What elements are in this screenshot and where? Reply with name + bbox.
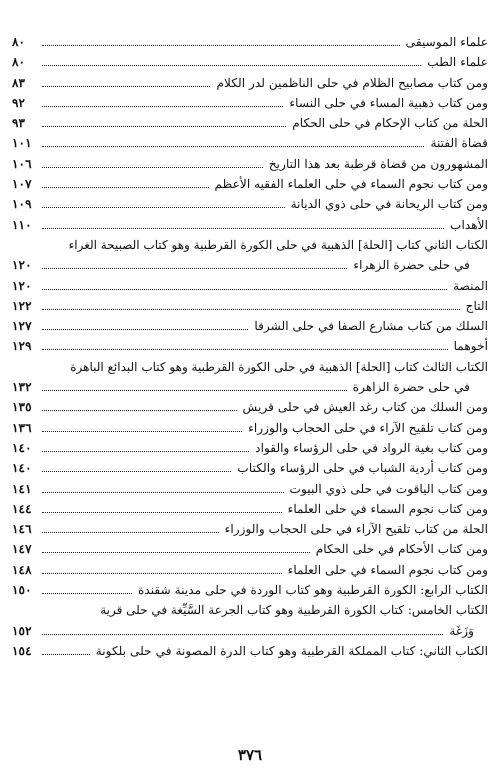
toc-entry [12,479,488,499]
toc-entry [12,133,488,153]
toc-entry [12,621,488,641]
toc-entry-title: الحلة من كتاب الإحكام في حلى الحكام [292,116,488,131]
toc-entry-title: ومن كتاب ذهبية المساء في حلى النساء [289,95,488,110]
toc-entry-title: علماء الطب [427,55,488,70]
dot-leader [42,308,460,310]
toc-entry-title: ومن كتاب مصابيح الظلام في حلى الناظمين لدر الكلام [216,75,488,90]
toc-entry [12,276,488,296]
dot-leader [42,227,444,229]
toc-entry-page: ١٢٢ [12,298,32,313]
toc-entry-page: ٨٠ [12,55,26,70]
toc-entry-page: ٨٣ [12,75,26,90]
toc-entry-title: المشهورون من قضاة قرطبة بعد هذا التاريخ [268,156,488,171]
toc-entry-page: ١٠١ [12,136,32,151]
dot-leader [42,44,400,46]
toc-entry-page: ٩٣ [12,116,26,131]
toc-entry-title: ومن كتاب تلقيح الآراء في حلى الحجاب والوزراء [248,420,488,435]
dot-leader [42,409,237,411]
toc-entry-page: ١٢٩ [12,339,32,354]
toc-entry-title: ومن كتاب نجوم السماء في حلى العلماء الفقيه الأعظم [214,177,488,192]
toc-entry [12,316,488,336]
toc-entry-title: في حلى حضرة الزاهرة [352,380,470,395]
toc-entry-page: ١٢٠ [12,258,32,273]
toc-entry-title: ومن كتاب الياقوت في حلى ذوي البيوت [289,481,488,496]
dot-leader [42,572,282,574]
toc-entry-page: ١٤٧ [12,542,32,557]
toc-entry [12,458,488,478]
dot-leader [42,450,249,452]
dot-leader [42,64,421,66]
toc-entry-title: ومن السلك من كتاب رغد العيش في حلى قريش [242,400,488,415]
toc-entry [12,194,488,214]
toc-entry [12,336,488,356]
toc-entry-title: ومن كتاب نجوم السماء في حلى العلماء [287,562,488,577]
toc-entry-title: المنصة [453,278,488,293]
toc-entry-page: ١٢٠ [12,278,32,293]
dot-leader [42,288,447,290]
toc-entry [12,296,488,316]
dot-leader [42,551,310,553]
toc-entry [12,154,488,174]
toc-entry [12,641,488,661]
toc-entry-page: ١٤٨ [12,562,32,577]
dot-leader [42,166,263,168]
toc-entry-title: الكتاب الرابع: الكورة القرطبية وهو كتاب الوردة في حلى مدينة شقندة [137,583,488,598]
toc-entry-page: ١٢٧ [12,319,32,334]
toc-entry-page: ١٤٦ [12,522,32,537]
table-of-contents [12,32,488,661]
dot-leader [42,633,443,635]
toc-entry [12,113,488,133]
page-number: ٣٧٦ [237,746,263,764]
toc-entry-page: ١٥٠ [12,583,32,598]
toc-entry [12,174,488,194]
toc-entry-page: ١٥٢ [12,623,32,638]
toc-entry-page: ١٤٠ [12,440,32,455]
toc-entry-page: ٨٠ [12,35,26,49]
toc-entry-page: ١٣٢ [12,380,32,395]
toc-entry-title: الكتاب الثاني كتاب [الحلة] الذهبية في حلى الكورة القرطبية وهو كتاب الصبيحة الغراء [68,237,488,252]
toc-entry-page: ٩٢ [12,95,26,110]
toc-entry-title: وَزَغَة [449,623,474,638]
toc-entry [12,560,488,580]
toc-entry-page: ١٤١ [12,481,32,496]
dot-leader [42,491,284,493]
dot-leader [42,105,283,107]
toc-entry-page: ١٤٠ [12,461,32,476]
toc-entry-title: الحلة من كتاب تلقيح الآراء في حلى الحجاب والوزراء [224,522,488,537]
dot-leader [42,206,285,208]
toc-entry-title: ومن كتاب أردية الشباب في حلى الرؤساء والكتاب [237,461,488,476]
dot-leader [42,389,347,391]
toc-entry [12,397,488,417]
toc-entry [12,93,488,113]
toc-entry [12,418,488,438]
toc-entry-page: ١٠٧ [12,177,32,192]
dot-leader [42,531,219,533]
toc-entry-title: الكتاب الخامس: كتاب الكورة القرطبية وهو كتاب الجرعة السَّيِّغة في حلى قرية [100,603,488,618]
toc-entry [12,73,488,93]
toc-entry-page: ١٣٦ [12,420,32,435]
toc-entry-page: ١٤٤ [12,501,32,516]
toc-entry-title: الكتاب الثالث كتاب [الحلة] الذهبية في حلى الكورة القرطبية وهو كتاب البدائع الباهرة [70,359,488,374]
toc-entry-title: الكتاب الثاني: كتاب المملكة القرطبية وهو كتاب الدرة المصونة في حلى بلكونة [95,643,488,658]
dot-leader [42,430,242,432]
toc-entry-page: ١٣٥ [12,400,32,415]
toc-entry-title: ومن كتاب نجوم السماء في حلى العلماء [287,501,488,516]
toc-entry [12,357,488,377]
toc-entry-title: أخوهما [453,339,488,354]
toc-entry [12,235,488,255]
toc-entry-title: علماء الموسيقى [405,35,488,49]
toc-entry-page: ١٠٩ [12,197,32,212]
toc-entry [12,52,488,72]
toc-entry [12,580,488,600]
dot-leader [42,125,286,127]
toc-entry [12,600,488,620]
toc-entry [12,519,488,539]
dot-leader [42,592,132,594]
toc-entry-title: قضاة الفتنة [430,136,488,151]
dot-leader [42,653,90,655]
dot-leader [42,85,210,87]
toc-entry-page: ١٥٤ [12,643,32,658]
toc-entry [12,499,488,519]
dot-leader [42,511,282,513]
dot-leader [42,186,209,188]
dot-leader [42,328,248,330]
toc-entry-title: الأهداب [449,217,488,232]
dot-leader [42,470,231,472]
toc-entry-title: ومن كتاب الريحانة في حلى ذوي الديانة [290,197,488,212]
toc-entry-page: ١٠٦ [12,156,32,171]
toc-entry-title: ومن كتاب الأحكام في حلى الحكام [315,542,488,557]
toc-entry [12,215,488,235]
toc-entry-page: ١١٠ [12,217,32,232]
toc-entry [12,539,488,559]
dot-leader [42,145,424,147]
toc-entry-title: في حلى حضرة الزهراء [353,258,470,273]
toc-entry [12,438,488,458]
toc-entry-title: السلك من كتاب مشارع الصفا في حلى الشرفا [254,319,488,334]
toc-entry [12,255,488,275]
toc-entry [12,32,488,52]
toc-entry [12,377,488,397]
dot-leader [42,267,347,269]
toc-entry-title: ومن كتاب بغية الرواد في حلى الرؤساء والقواد [255,440,488,455]
toc-entry-title: التاج [465,298,488,313]
dot-leader [42,348,448,350]
